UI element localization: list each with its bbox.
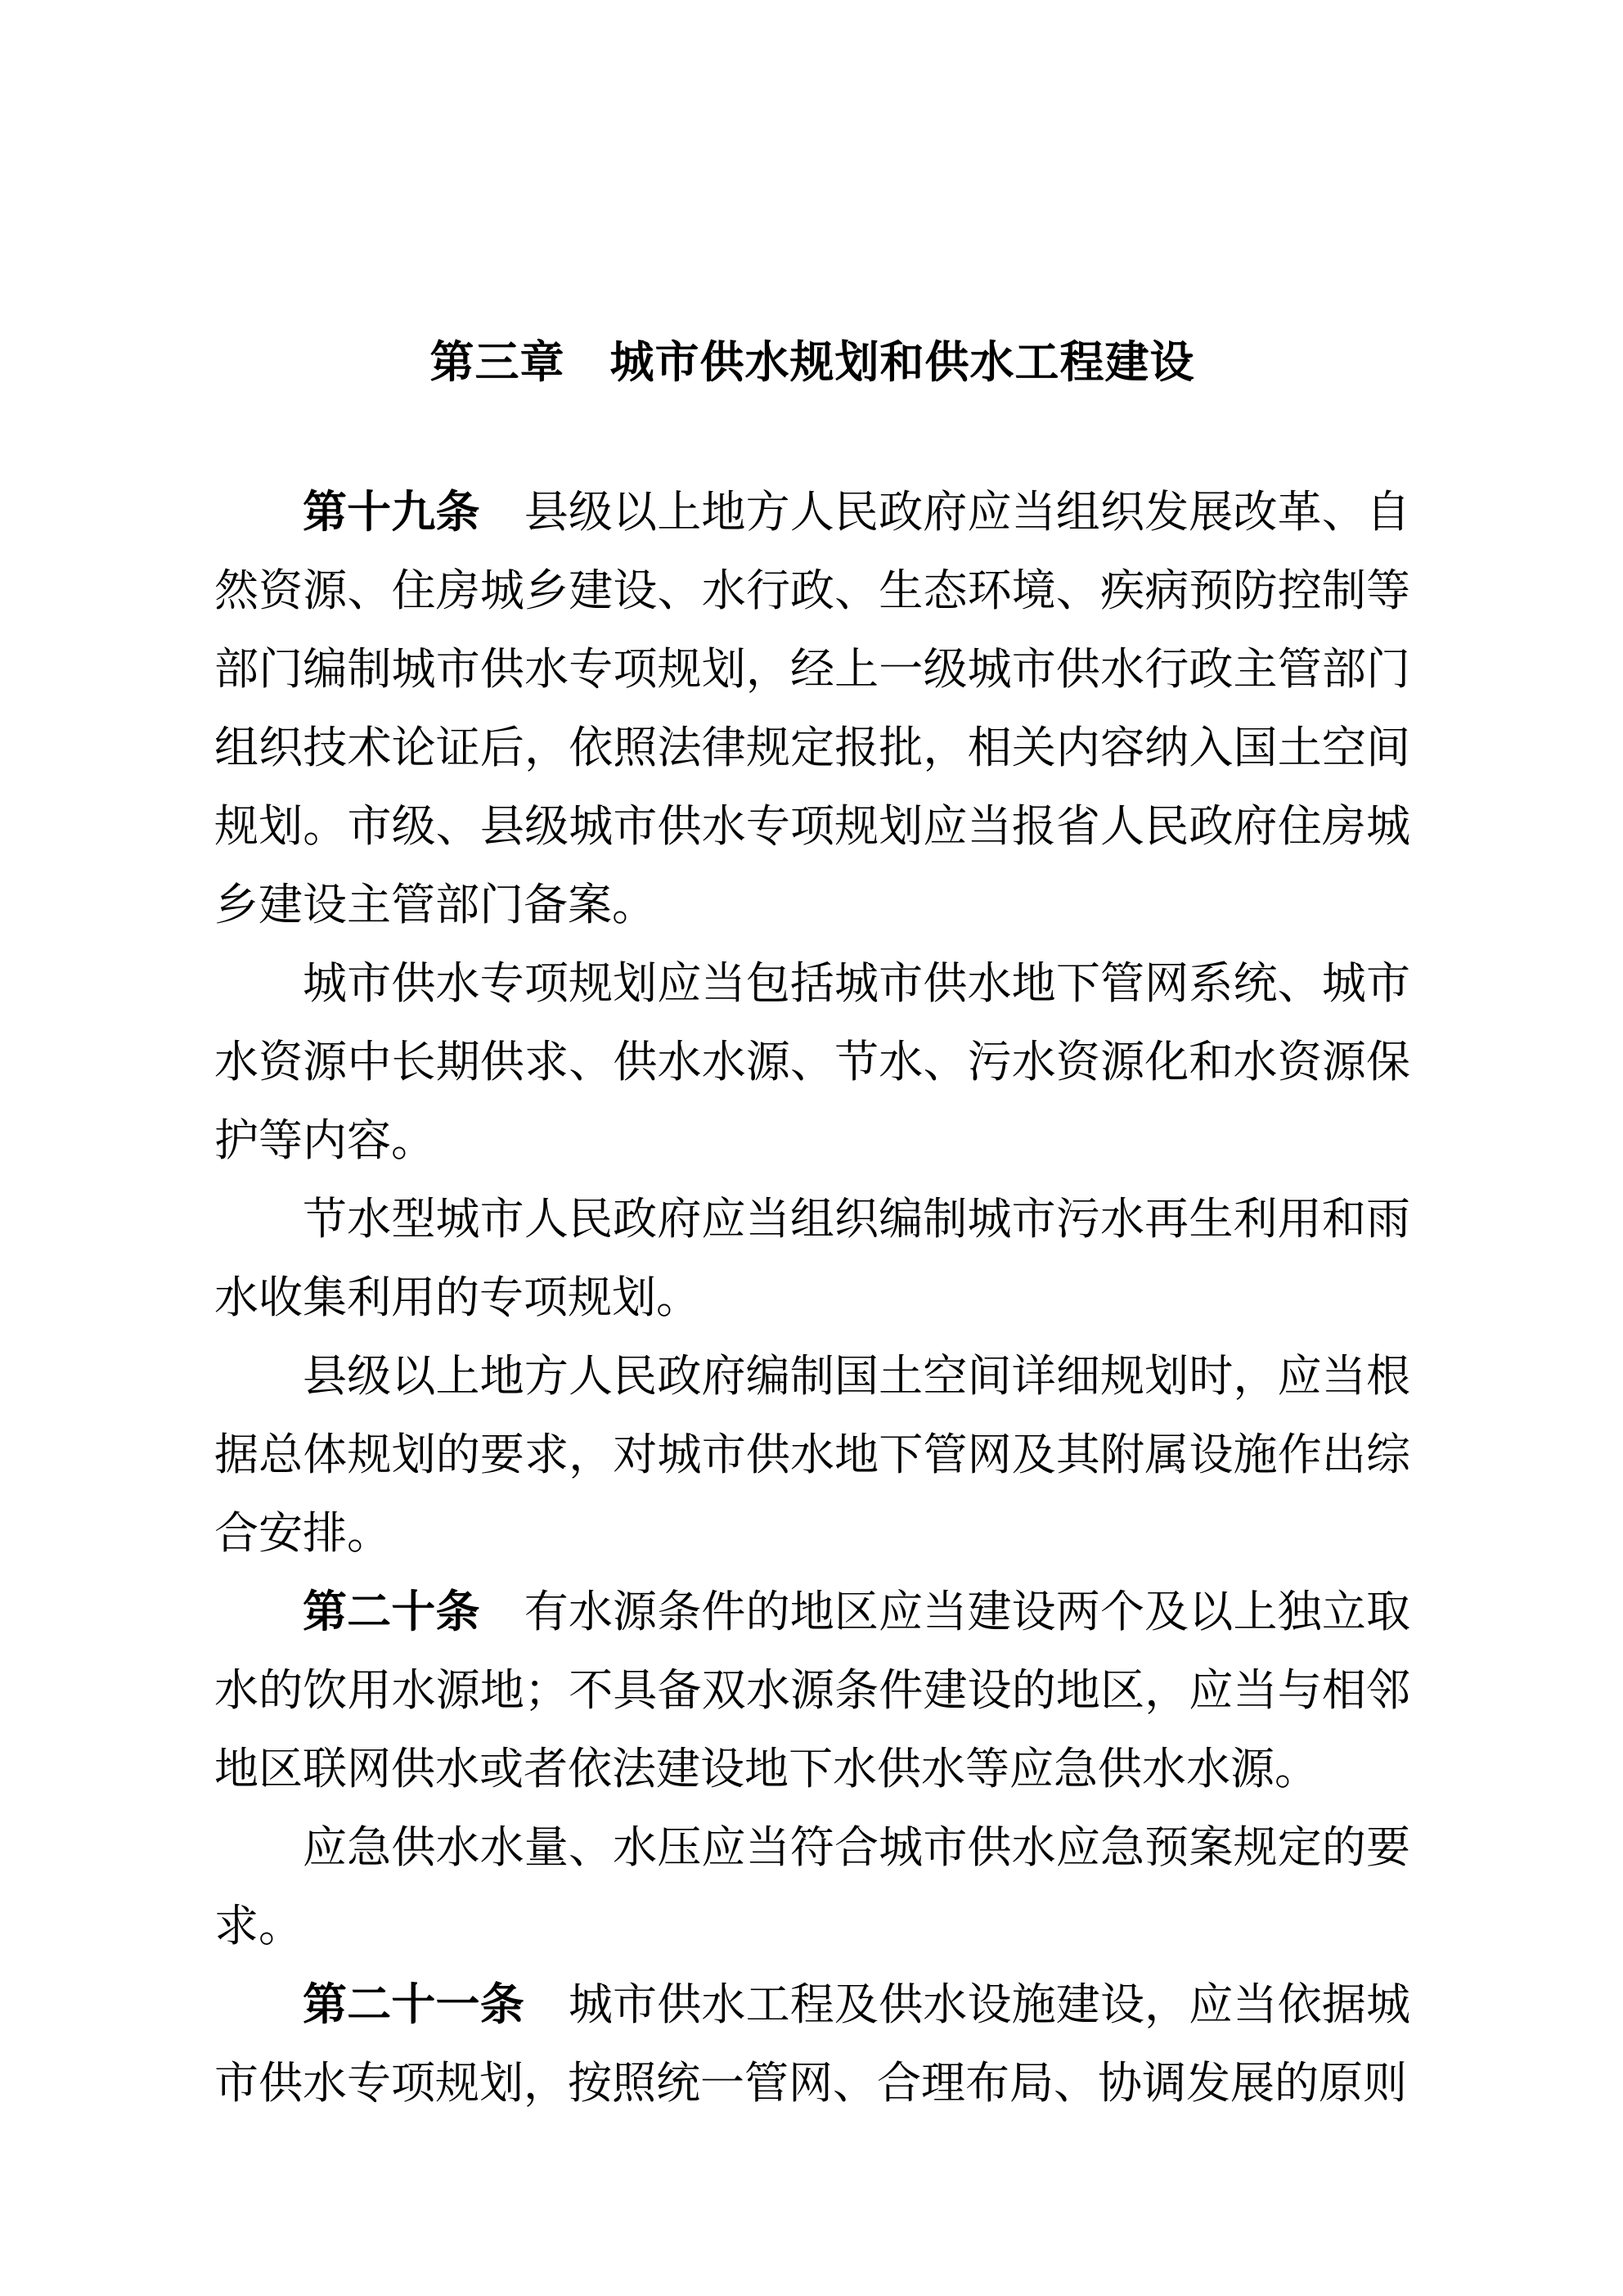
paragraph-text: 城市供水专项规划应当包括城市供水地下管网系统、城市水资源中长期供求、供水水源、节水、污水资源化和水资源保护等内容。	[214, 959, 1410, 1166]
paragraph-text: 县级以上地方人民政府编制国土空间详细规划时，应当根据总体规划的要求，对城市供水地下管网及其附属设施作出综合安排。	[214, 1352, 1410, 1559]
paragraph	[214, 1337, 1410, 1573]
article-number: 第二十一条	[303, 1980, 524, 2030]
paragraph-text: 有水源条件的地区应当建设两个及以上独立取水的饮用水源地；不具备双水源条件建设的地区，应当与相邻地区联网供水或者依法建设地下水供水等应急供水水源。	[214, 1587, 1411, 1794]
paragraph	[214, 1808, 1410, 1965]
paragraph-text: 县级以上地方人民政府应当组织发展改革、自然资源、住房城乡建设、水行政、生态环境、疾病预防控制等部门编制城市供水专项规划，经上一级城市供水行政主管部门组织技术论证后，依照法律规定报批，相关内容纳入国土空间规划。市级、县级城市供水专项规划应当报省人民政府住房城乡建设主管部门备案。	[214, 488, 1411, 930]
paragraph-article-19	[214, 473, 1410, 944]
paragraph-text: 节水型城市人民政府应当组织编制城市污水再生利用和雨水收集利用的专项规划。	[214, 1195, 1410, 1323]
paragraph	[214, 944, 1410, 1180]
paragraph-text: 城市供水工程及供水设施建设，应当依据城市供水专项规划，按照统一管网、合理布局、协调发展的原则	[214, 1980, 1411, 2109]
paragraph-article-20	[214, 1573, 1410, 1808]
article-number: 第十九条	[303, 488, 480, 538]
paragraph-article-21	[214, 1965, 1410, 2123]
chapter-title: 第三章 城市供水规划和供水工程建设	[429, 338, 1195, 388]
article-number: 第二十条	[303, 1587, 480, 1637]
paragraph-text: 应急供水水量、水压应当符合城市供水应急预案规定的要求。	[214, 1823, 1410, 1952]
document-body	[214, 473, 1410, 2123]
paragraph	[214, 1180, 1410, 1337]
